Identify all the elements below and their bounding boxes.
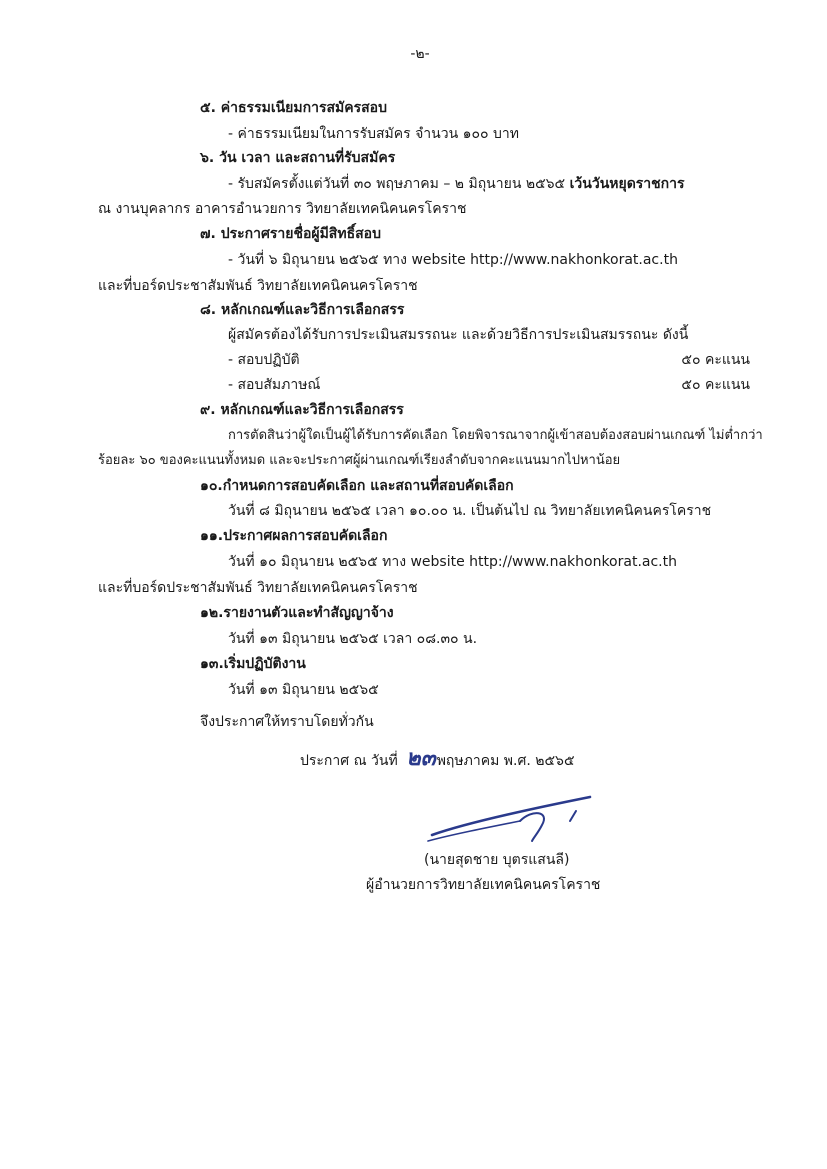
announcement-date [300, 745, 575, 771]
handwritten-day: ๒๓ [406, 745, 436, 771]
section-8-item-interview: - สอบสัมภาษณ์ [228, 377, 321, 393]
section-9-line1: การตัดสินว่าผู้ใดเป็นผู้ได้รับการคัดเลือก โดยพิจารณาจากผู้เข้าสอบต้องสอบผ่านเกณฑ์ ไม่ต่ำกว่า [228, 428, 763, 443]
announce-prefix: ประกาศ ณ วันที่ [300, 753, 398, 769]
section-6-location: ณ งานบุคลากร อาคารอำนวยการ วิทยาลัยเทคนิคนครโคราช [98, 201, 467, 217]
section-12-line: วันที่ ๑๓ มิถุนายน ๒๕๖๕ เวลา ๐๘.๓๐ น. [228, 631, 478, 647]
section-8-item-practical: - สอบปฏิบัติ [228, 352, 300, 368]
section-7-heading: ๗. ประกาศรายชื่อผู้มีสิทธิ์สอบ [200, 226, 381, 242]
section-6-dates: - รับสมัครตั้งแต่วันที่ ๓๐ พฤษภาคม – ๒ มิถุนายน ๒๕๖๕ [228, 176, 566, 192]
section-6-heading: ๖. วัน เวลา และสถานที่รับสมัคร [200, 150, 396, 166]
closing-line: จึงประกาศให้ทราบโดยทั่วกัน [200, 714, 374, 730]
section-8-intro: ผู้สมัครต้องได้รับการประเมินสมรรถนะ และด้วยวิธีการประเมินสมรรถนะ ดังนี้ [228, 327, 689, 343]
section-13-heading: ๑๓.เริ่มปฏิบัติงาน [200, 656, 306, 672]
section-9-heading: ๙. หลักเกณฑ์และวิธีการเลือกสรร [200, 402, 404, 418]
section-5-line: - ค่าธรรมเนียมในการรับสมัคร จำนวน ๑๐๐ บาท [228, 126, 520, 142]
announce-suffix: พฤษภาคม พ.ศ. ๒๕๖๕ [436, 753, 575, 769]
section-6-holiday-note: เว้นวันหยุดราชการ [569, 176, 685, 192]
section-11-heading: ๑๑.ประกาศผลการสอบคัดเลือก [200, 528, 388, 544]
section-5-heading: ๕. ค่าธรรมเนียมการสมัครสอบ [200, 100, 387, 116]
section-8-heading: ๘. หลักเกณฑ์และวิธีการเลือกสรร [200, 302, 405, 318]
section-8-score-practical: ๕๐ คะแนน [681, 352, 750, 368]
section-12-heading: ๑๒.รายงานตัวและทำสัญญาจ้าง [200, 605, 394, 621]
section-11-board: และที่บอร์ดประชาสัมพันธ์ วิทยาลัยเทคนิคนครโคราช [98, 580, 418, 596]
section-8-score-interview: ๕๐ คะแนน [681, 377, 750, 393]
section-7-board: และที่บอร์ดประชาสัมพันธ์ วิทยาลัยเทคนิคนครโคราช [98, 278, 418, 294]
section-10-heading: ๑๐.กำหนดการสอบคัดเลือก และสถานที่สอบคัดเลือก [200, 478, 514, 494]
section-13-line: วันที่ ๑๓ มิถุนายน ๒๕๖๕ [228, 682, 379, 698]
signer-position: ผู้อำนวยการวิทยาลัยเทคนิคนครโคราช [366, 877, 601, 893]
page-number: -๒- [410, 46, 430, 62]
section-6-line [228, 174, 685, 194]
section-11-line: วันที่ ๑๐ มิถุนายน ๒๕๖๕ ทาง website http://www.nakhonkorat.ac.th [228, 554, 677, 570]
section-9-line2: ร้อยละ ๖๐ ของคะแนนทั้งหมด และจะประกาศผู้ผ่านเกณฑ์เรียงลำดับจากคะแนนมากไปหาน้อย [98, 453, 621, 468]
signer-name: (นายสุดชาย บุตรแสนลี) [424, 852, 570, 868]
signature-scribble [420, 785, 620, 855]
section-10-line: วันที่ ๘ มิถุนายน ๒๕๖๕ เวลา ๑๐.๐๐ น. เป็นต้นไป ณ วิทยาลัยเทคนิคนครโคราช [228, 503, 712, 519]
section-7-line: - วันที่ ๖ มิถุนายน ๒๕๖๕ ทาง website http://www.nakhonkorat.ac.th [228, 252, 678, 268]
